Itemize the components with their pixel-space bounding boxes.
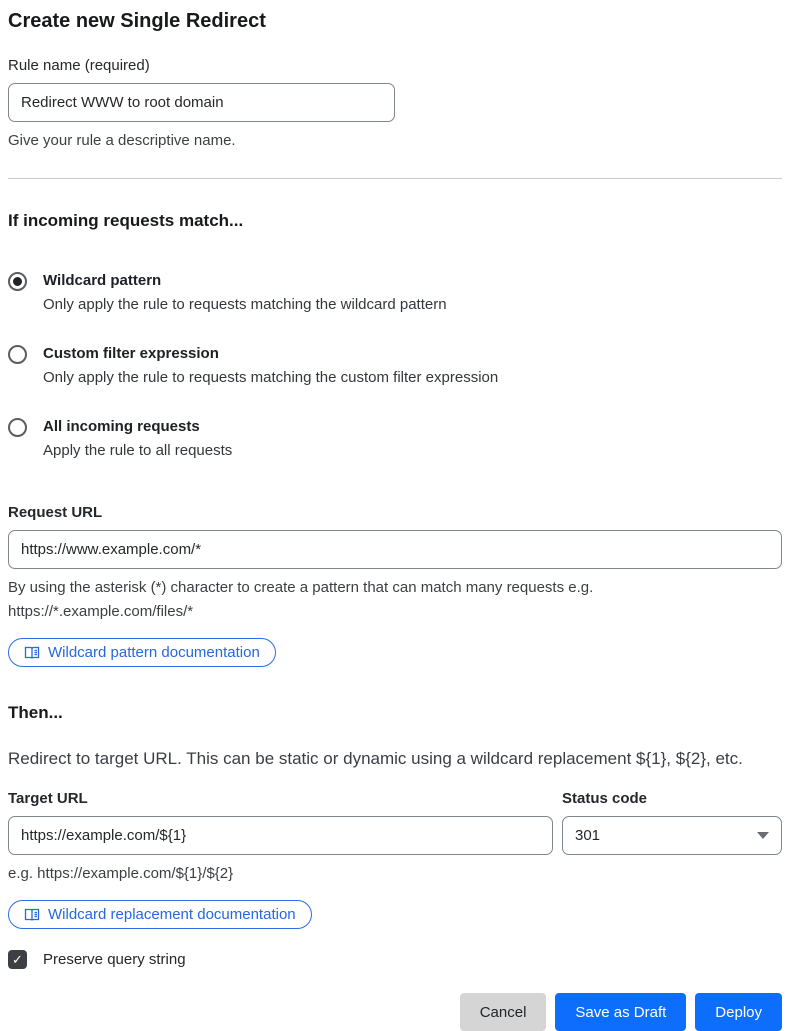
radio-selected-icon[interactable] [8,272,27,291]
radio-option-custom-filter[interactable] [8,344,782,388]
save-as-draft-button[interactable]: Save as Draft [555,993,686,1031]
status-code-select[interactable] [562,816,782,855]
then-description: Redirect to target URL. This can be static or dynamic using a wildcard replacement ${1}, ${2}, etc. [8,749,743,768]
target-url-helper: e.g. https://example.com/${1}/${2} [8,865,234,882]
section-divider [8,178,782,179]
wildcard-pattern-docs-label: Wildcard pattern documentation [48,644,260,661]
book-icon [24,645,40,661]
target-url-input[interactable] [8,816,553,855]
radio-option-wildcard-pattern[interactable] [8,271,782,315]
target-row [8,790,782,886]
request-url-helper [8,576,782,624]
wildcard-replacement-docs-label: Wildcard replacement documentation [48,906,296,923]
status-code-label: Status code [562,790,648,807]
radio-option-all-requests[interactable] [8,417,782,461]
footer-actions [8,993,782,1031]
page-title: Create new Single Redirect [8,10,266,32]
wildcard-replacement-docs-button[interactable] [8,900,312,929]
rule-name-label: Rule name (required) [8,57,150,74]
preserve-query-checkbox-row[interactable] [8,950,782,969]
radio-label: Custom filter expression [43,345,219,362]
request-url-helper-line2: https://*.example.com/files/* [8,603,194,620]
then-section-heading: Then... [8,703,63,722]
request-url-helper-line1: By using the asterisk (*) character to create a pattern that can match many requests e.g. [8,579,594,596]
radio-unselected-icon[interactable] [8,418,27,437]
request-url-input[interactable] [8,530,782,569]
radio-description: Only apply the rule to requests matching the wildcard pattern [43,296,447,313]
chevron-down-icon [757,832,769,839]
radio-description: Only apply the rule to requests matching the custom filter expression [43,369,499,386]
match-type-radio-group [8,271,782,461]
preserve-query-label: Preserve query string [43,951,186,968]
checkbox-checked-icon[interactable]: ✓ [8,950,27,969]
book-icon [24,907,40,923]
rule-name-helper: Give your rule a descriptive name. [8,132,236,149]
radio-label: Wildcard pattern [43,272,162,289]
request-url-label: Request URL [8,504,103,521]
deploy-button[interactable]: Deploy [695,993,782,1031]
radio-unselected-icon[interactable] [8,345,27,364]
rule-name-input[interactable] [8,83,395,122]
target-url-label: Target URL [8,790,88,807]
radio-label: All incoming requests [43,418,200,435]
radio-description: Apply the rule to all requests [43,442,233,459]
wildcard-pattern-docs-button[interactable] [8,638,276,667]
cancel-button[interactable]: Cancel [460,993,547,1031]
match-section-heading: If incoming requests match... [8,211,244,230]
status-code-value: 301 [575,827,601,844]
